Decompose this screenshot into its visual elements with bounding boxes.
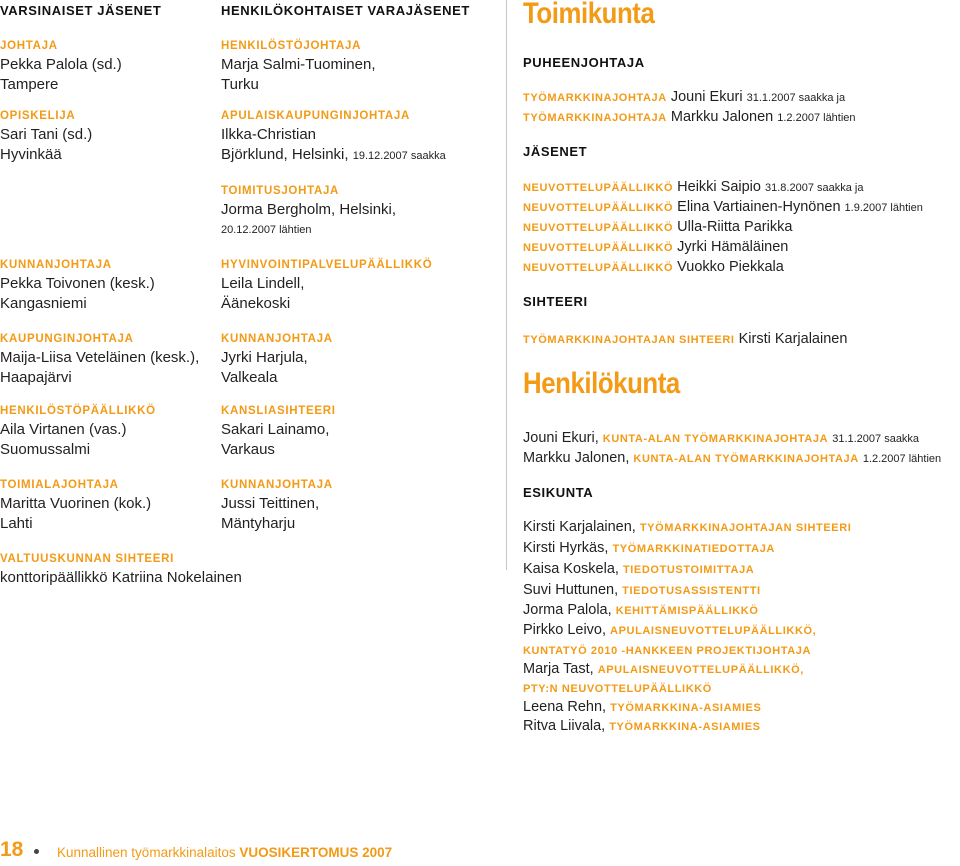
member-role: APULAISKAUPUNGINJOHTAJA <box>221 110 411 122</box>
member-role: TOIMIALAJOHTAJA <box>0 479 119 491</box>
esikunta-row <box>523 640 811 661</box>
member-name: Pekka Toivonen (kesk.) <box>0 275 155 292</box>
member-name: Sari Tani (sd.) <box>0 126 93 143</box>
esikunta-row <box>523 600 758 621</box>
esikunta-role: KUNTATYÖ 2010 -HANKKEEN PROJEKTIJOHTAJA <box>523 645 812 657</box>
member-name: Ilkka-Christian <box>221 126 317 143</box>
member-place: Mäntyharju <box>221 515 296 532</box>
esikunta-role: TIEDOTUSTOIMITTAJA <box>622 564 755 576</box>
esikunta-name: Kirsti Karjalainen, <box>523 519 636 535</box>
esikunta-row <box>523 538 775 559</box>
member-role: KUNNANJOHTAJA <box>221 333 333 345</box>
esikunta-role: TYÖMARKKINATIEDOTTAJA <box>612 543 775 555</box>
member-name: Heikki Saipio <box>677 179 761 195</box>
esikunta-row <box>523 659 804 680</box>
staff-name: Jouni Ekuri, <box>523 430 599 446</box>
esikunta-name: Jorma Palola, <box>523 602 612 618</box>
esikunta-role: TYÖMARKKINA-ASIAMIES <box>610 702 762 714</box>
member-place: Suomussalmi <box>0 441 91 458</box>
esikunta-row <box>523 559 754 580</box>
member-name: Aila Virtanen (vas.) <box>0 421 127 438</box>
member-row <box>523 177 863 198</box>
section-header: HENKILÖKOHTAISET VARAJÄSENET <box>221 3 470 18</box>
staff-note: 1.2.2007 lähtien <box>862 453 942 465</box>
staff-name: Markku Jalonen, <box>523 450 630 466</box>
esikunta-name: Pirkko Leivo, <box>523 622 607 638</box>
esikunta-row <box>523 716 761 737</box>
member-place: Äänekoski <box>221 295 291 312</box>
member-block <box>221 477 333 534</box>
member-role: HYVINVOINTIPALVELUPÄÄLLIKKÖ <box>221 259 433 271</box>
member-place: Hyvinkää <box>0 146 62 163</box>
esikunta-name: Leena Rehn, <box>523 699 607 715</box>
member-block <box>0 403 156 460</box>
member-place: Varkaus <box>221 441 275 458</box>
staff-row <box>523 428 919 449</box>
secretary-name: Kirsti Karjalainen <box>738 331 848 347</box>
section-header: PUHEENJOHTAJA <box>523 55 645 70</box>
member-name: Leila Lindell, <box>221 275 305 292</box>
member-date-note: 20.12.2007 lähtien <box>221 224 312 236</box>
member-place: Tampere <box>0 76 59 93</box>
member-block <box>221 183 396 240</box>
esikunta-role: TYÖMARKKINAJOHTAJAN SIHTEERI <box>639 522 852 534</box>
member-row <box>523 257 784 278</box>
page-number: 18 <box>0 838 24 861</box>
member-row <box>523 197 923 218</box>
member-name: Marja Salmi-Tuominen, <box>221 56 376 73</box>
section-header: ESIKUNTA <box>523 485 594 500</box>
member-note: 31.8.2007 saakka ja <box>765 182 864 194</box>
member-role: NEUVOTTELUPÄÄLLIKKÖ <box>523 222 674 234</box>
member-block <box>0 477 151 534</box>
esikunta-name: Marja Tast, <box>523 661 594 677</box>
bullet-separator <box>34 849 39 854</box>
member-place: Valkeala <box>221 369 278 386</box>
page-footer <box>0 838 600 866</box>
member-name: Jyrki Harjula, <box>221 349 308 366</box>
member-role: JOHTAJA <box>0 40 58 52</box>
member-name: Elina Vartiainen-Hynönen <box>677 199 841 215</box>
esikunta-row <box>523 620 816 641</box>
esikunta-name: Kirsti Hyrkäs, <box>523 540 609 556</box>
staff-role: KUNTA-ALAN TYÖMARKKINAJOHTAJA <box>633 453 859 465</box>
member-role: TOIMITUSJOHTAJA <box>221 185 340 197</box>
member-date-note: 19.12.2007 saakka <box>352 150 446 162</box>
secretary-role: VALTUUSKUNNAN SIHTEERI <box>0 553 175 565</box>
chair-role: TYÖMARKKINAJOHTAJA <box>523 92 667 104</box>
esikunta-name: Suvi Huttunen, <box>523 582 619 598</box>
report-title: VUOSIKERTOMUS 2007 <box>239 845 393 860</box>
member-row <box>523 217 792 238</box>
esikunta-role: APULAISNEUVOTTELUPÄÄLLIKKÖ, <box>597 664 804 676</box>
secretary-row <box>523 329 847 350</box>
member-role: KANSLIASIHTEERI <box>221 405 336 417</box>
chair-row <box>523 87 845 108</box>
member-role: NEUVOTTELUPÄÄLLIKKÖ <box>523 242 674 254</box>
member-place: Turku <box>221 76 259 93</box>
member-block <box>221 403 336 460</box>
member-role: KAUPUNGINJOHTAJA <box>0 333 134 345</box>
esikunta-role: APULAISNEUVOTTELUPÄÄLLIKKÖ, <box>610 625 817 637</box>
member-place: Haapajärvi <box>0 369 72 386</box>
member-block <box>0 257 155 314</box>
secretary-block <box>0 551 242 588</box>
member-role: KUNNANJOHTAJA <box>221 479 333 491</box>
section-header: VARSINAISET JÄSENET <box>0 3 162 18</box>
member-name: Pekka Palola (sd.) <box>0 56 122 73</box>
member-block <box>221 331 333 388</box>
staff-role: KUNTA-ALAN TYÖMARKKINAJOHTAJA <box>602 433 829 445</box>
member-block <box>0 331 199 388</box>
member-row <box>523 237 788 258</box>
publication-name: Kunnallinen työmarkkinalaitos <box>57 845 236 860</box>
member-name: Ulla-Riitta Parikka <box>677 219 793 235</box>
staff-note: 31.1.2007 saakka <box>832 433 920 445</box>
esikunta-name: Kaisa Koskela, <box>523 561 619 577</box>
esikunta-row <box>523 678 712 699</box>
member-place: Björklund, Helsinki, 19.12.2007 saakka <box>221 146 446 163</box>
member-note: 1.9.2007 lähtien <box>844 202 923 214</box>
member-name: Jorma Bergholm, Helsinki, <box>221 201 397 218</box>
section-header: JÄSENET <box>523 144 588 159</box>
member-role: HENKILÖSTÖPÄÄLLIKKÖ <box>0 405 156 417</box>
member-name: Sakari Lainamo, <box>221 421 330 438</box>
secretary-role: TYÖMARKKINAJOHTAJAN SIHTEERI <box>523 334 735 346</box>
toimikunta-title: Toimikunta <box>523 0 655 30</box>
staff-row <box>523 448 941 469</box>
member-block <box>0 108 92 165</box>
esikunta-row <box>523 580 761 601</box>
column-divider <box>506 0 507 570</box>
member-name: Maija-Liisa Veteläinen (kesk.), <box>0 349 200 366</box>
chair-row <box>523 107 856 128</box>
member-role: HENKILÖSTÖJOHTAJA <box>221 40 362 52</box>
member-role: OPISKELIJA <box>0 110 76 122</box>
member-place: Kangasniemi <box>0 295 87 312</box>
member-place: Lahti <box>0 515 33 532</box>
section-header: SIHTEERI <box>523 294 588 309</box>
member-block <box>221 257 432 314</box>
member-name: Jyrki Hämäläinen <box>677 239 789 255</box>
member-role: KUNNANJOHTAJA <box>0 259 112 271</box>
esikunta-row <box>523 697 761 718</box>
member-name: Maritta Vuorinen (kok.) <box>0 495 152 512</box>
esikunta-role: TYÖMARKKINA-ASIAMIES <box>609 721 761 733</box>
member-name: Jussi Teittinen, <box>221 495 320 512</box>
member-name: Vuokko Piekkala <box>677 259 784 275</box>
member-block <box>221 38 376 95</box>
henkilokunta-title: Henkilökunta <box>523 367 680 400</box>
esikunta-name: Ritva Liivala, <box>523 718 606 734</box>
chair-name: Jouni Ekuri <box>670 89 743 105</box>
member-block <box>0 38 122 95</box>
member-block <box>221 108 446 166</box>
chair-name: Markku Jalonen <box>670 109 774 125</box>
esikunta-role: TIEDOTUSASSISTENTTI <box>622 585 761 597</box>
chair-note: 1.2.2007 lähtien <box>777 112 856 124</box>
secretary-name: konttoripäällikkö Katriina Nokelainen <box>0 569 242 586</box>
publication-line <box>57 845 392 860</box>
esikunta-role: PTY:N NEUVOTTELUPÄÄLLIKKÖ <box>523 683 712 695</box>
member-role: NEUVOTTELUPÄÄLLIKKÖ <box>523 182 674 194</box>
chair-role: TYÖMARKKINAJOHTAJA <box>523 112 667 124</box>
member-role: NEUVOTTELUPÄÄLLIKKÖ <box>523 262 674 274</box>
esikunta-role: KEHITTÄMISPÄÄLLIKKÖ <box>615 605 759 617</box>
esikunta-row <box>523 517 851 538</box>
member-role: NEUVOTTELUPÄÄLLIKKÖ <box>523 202 674 214</box>
chair-note: 31.1.2007 saakka ja <box>746 92 846 104</box>
